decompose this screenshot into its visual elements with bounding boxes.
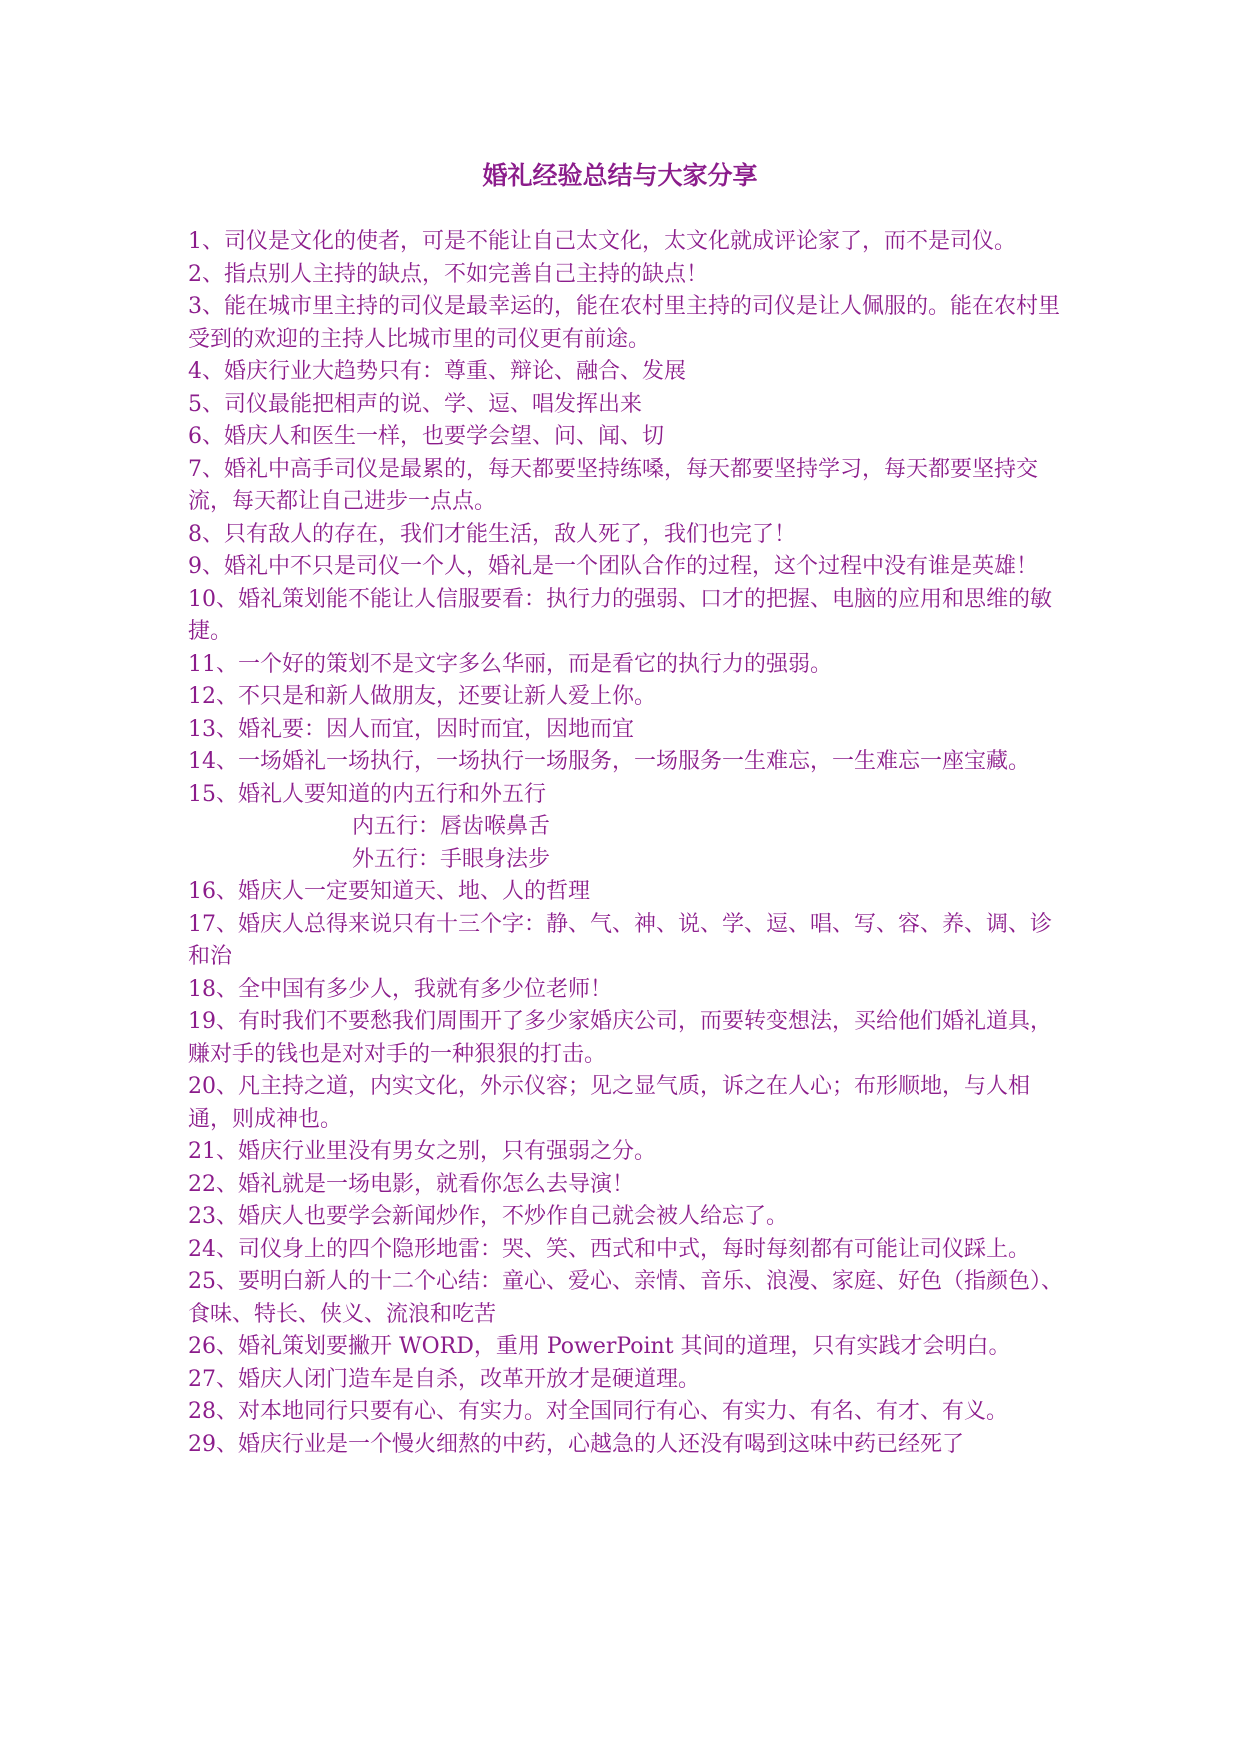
list-item: 27、婚庆人闭门造车是自杀，改革开放才是硬道理。 [188,1366,700,1392]
list-item: 25、要明白新人的十二个心结：童心、爱心、亲情、音乐、浪漫、家庭、好色（指颜色）、食味、特长、侠义、流浪和吃苦 [188,1269,1063,1327]
list-item: 10、婚礼策划能不能让人信服要看：执行力的强弱、口才的把握、电脑的应用和思维的敏捷。 [188,586,1052,644]
list-item: 22、婚礼就是一场电影，就看你怎么去导演！ [188,1171,634,1197]
list-item: 6、婚庆人和医生一样，也要学会望、问、闻、切 [188,424,664,449]
list-item: 2、指点别人主持的缺点，不如完善自己主持的缺点！ [188,261,708,287]
list-item: 23、婚庆人也要学会新闻炒作，不炒作自己就会被人给忘了。 [188,1204,788,1229]
list-item: 12、不只是和新人做朋友，还要让新人爱上你。 [188,684,656,709]
list-item: 20、凡主持之道，内实文化，外示仪容；见之显气质，诉之在人心；布形顺地，与人相通，则成神也。 [188,1074,1030,1132]
list-item: 15、婚礼人要知道的内五行和外五行 [188,781,546,807]
list-item: 5、司仪最能把相声的说、学、逗、唱发挥出来 [188,391,642,417]
list-item: 16、婚庆人一定要知道天、地、人的哲理 [188,879,590,904]
sub-item: 内五行：唇齿喉鼻舌 [352,814,551,839]
list-item: 4、婚庆行业大趋势只有：尊重、辩论、融合、发展 [188,359,686,384]
list-item: 14、一场婚礼一场执行，一场执行一场服务，一场服务一生难忘，一生难忘一座宝藏。 [188,749,1030,774]
list-item: 7、婚礼中高手司仪是最累的，每天都要坚持练嗓，每天都要坚持学习，每天都要坚持交流，每天都让自己进步一点点。 [188,456,1038,514]
document-body [188,226,1068,1461]
list-item: 24、司仪身上的四个隐形地雷：哭、笑、西式和中式，每时每刻都有可能让司仪踩上。 [188,1236,1030,1262]
list-item: 1、司仪是文化的使者，可是不能让自己太文化，太文化就成评论家了，而不是司仪。 [188,229,1016,254]
list-item: 13、婚礼要：因人而宜，因时而宜，因地而宜 [188,716,634,742]
list-item: 29、婚庆行业是一个慢火细熬的中药，心越急的人还没有喝到这味中药已经死了 [188,1431,964,1457]
list-item: 19、有时我们不要愁我们周围开了多少家婚庆公司，而要转变想法，买给他们婚礼道具，赚对手的钱也是对对手的一种狠狠的打击。 [188,1009,1052,1067]
sub-item: 外五行：手眼身法步 [352,846,551,872]
list-item: 11、一个好的策划不是文字多么华丽，而是看它的执行力的强弱。 [188,651,832,677]
list-item: 28、对本地同行只要有心、有实力。对全国同行有心、有实力、有名、有才、有义。 [188,1399,1008,1424]
list-item: 26、婚礼策划要撇开 WORD，重用 PowerPoint 其间的道理，只有实践才会明白。 [188,1334,1011,1359]
list-item: 18、全中国有多少人，我就有多少位老师！ [188,976,612,1002]
list-item: 17、婚庆人总得来说只有十三个字：静、气、神、说、学、逗、唱、写、容、养、调、诊和治 [188,911,1052,969]
list-item: 21、婚庆行业里没有男女之别，只有强弱之分。 [188,1139,656,1164]
list-item: 9、婚礼中不只是司仪一个人，婚礼是一个团队合作的过程，这个过程中没有谁是英雄！ [188,554,1038,579]
list-item: 8、只有敌人的存在，我们才能生活，敌人死了，我们也完了！ [188,521,796,547]
document-title: 婚礼经验总结与大家分享 [482,161,758,190]
list-item: 3、能在城市里主持的司仪是最幸运的，能在农村里主持的司仪是让人佩服的。能在农村里受到的欢迎的主持人比城市里的司仪更有前途。 [188,294,1061,352]
